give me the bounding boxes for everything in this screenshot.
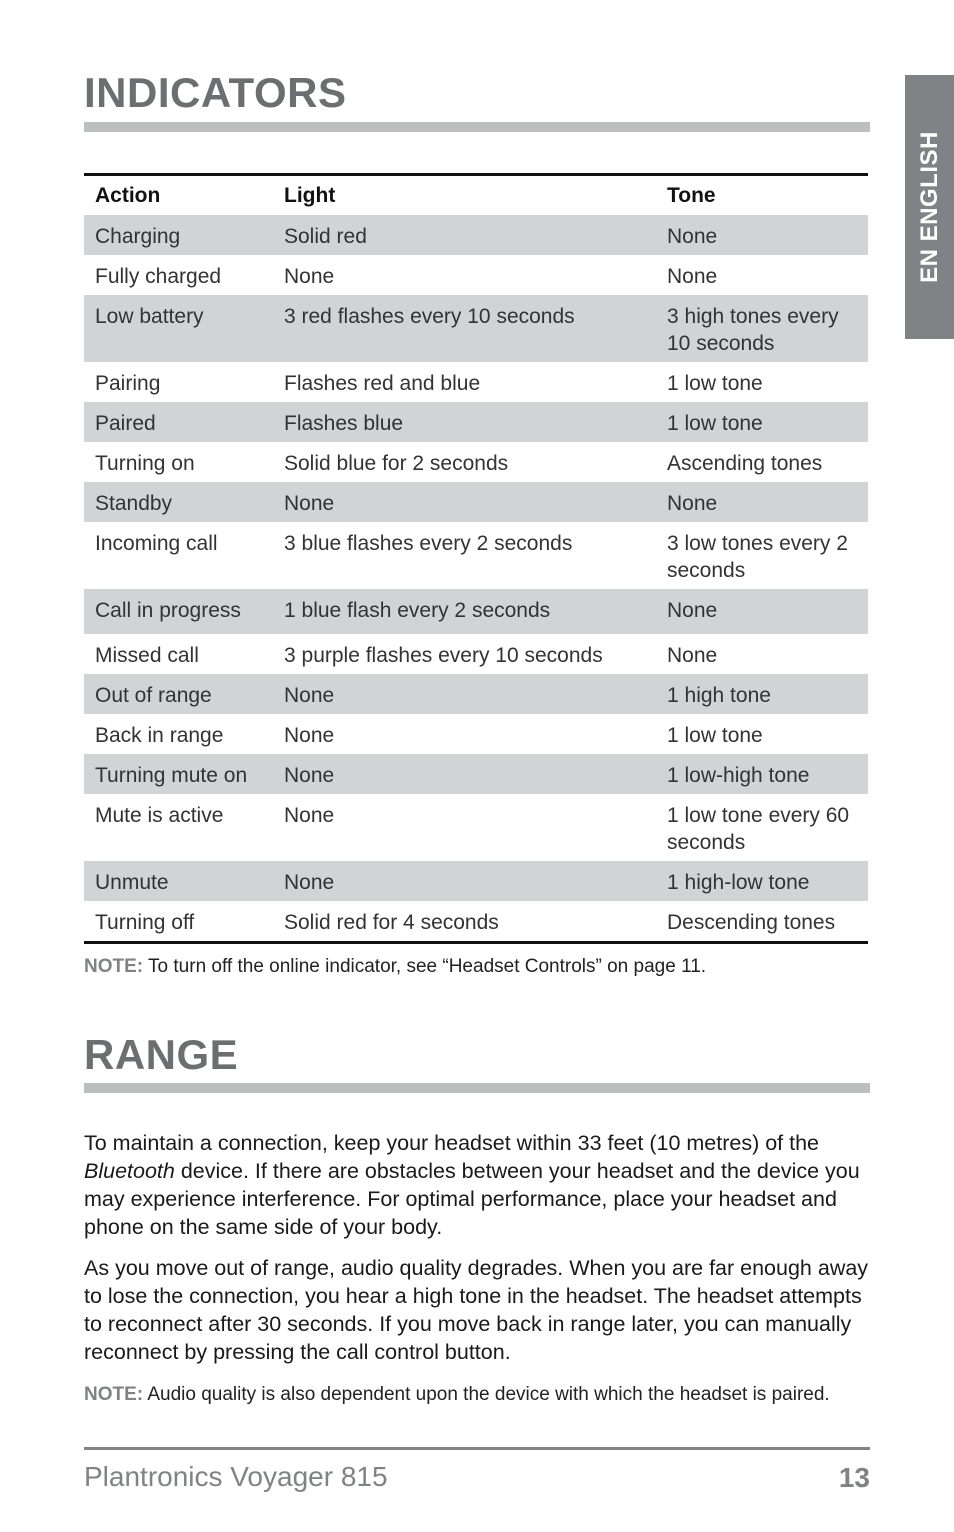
range-paragraph-1 bbox=[84, 1129, 874, 1241]
table-row bbox=[84, 362, 868, 402]
cell-action: Incoming call bbox=[95, 532, 218, 555]
cell-tone: Ascending tones bbox=[667, 452, 823, 475]
cell-tone: None bbox=[656, 215, 868, 255]
cell-tone: 1 low tone every 60 seconds bbox=[667, 804, 850, 854]
cell-light: 3 blue flashes every 2 seconds bbox=[284, 532, 573, 555]
cell-light: Flashes blue bbox=[273, 402, 656, 442]
table-row bbox=[84, 754, 868, 794]
table-header-row bbox=[84, 175, 868, 216]
table-row bbox=[84, 589, 868, 634]
cell-light: Solid red bbox=[273, 215, 656, 255]
cell-tone: 1 high tone bbox=[656, 674, 868, 714]
header-light: Light bbox=[284, 183, 336, 207]
table-row bbox=[84, 714, 868, 754]
cell-action: Standby bbox=[84, 482, 273, 522]
indicators-title-rule bbox=[84, 122, 870, 132]
footer-rule bbox=[84, 1447, 870, 1450]
cell-tone: None bbox=[656, 589, 868, 634]
cell-tone: 1 low tone bbox=[667, 372, 763, 395]
cell-tone: 3 high tones every 10 seconds bbox=[656, 295, 868, 362]
cell-tone: 1 low tone bbox=[667, 724, 763, 747]
cell-tone: None bbox=[667, 644, 718, 667]
cell-action: Pairing bbox=[95, 372, 161, 395]
table-row bbox=[84, 794, 868, 861]
table-row bbox=[84, 442, 868, 482]
cell-light: None bbox=[273, 754, 656, 794]
cell-action: Unmute bbox=[84, 861, 273, 901]
table-row bbox=[84, 402, 868, 442]
cell-light: Flashes red and blue bbox=[284, 372, 481, 395]
range-title: RANGE bbox=[84, 1031, 239, 1078]
range-title-rule bbox=[84, 1083, 870, 1093]
cell-action: Fully charged bbox=[95, 265, 222, 288]
para-text: To maintain a connection, keep your headset within 33 feet (10 metres) of the bbox=[84, 1131, 820, 1155]
cell-tone: 3 low tones every 2 seconds bbox=[667, 532, 848, 582]
cell-action: Charging bbox=[84, 215, 273, 255]
cell-light: 3 purple flashes every 10 seconds bbox=[284, 644, 603, 667]
page-number: 13 bbox=[838, 1462, 870, 1493]
table-row bbox=[84, 861, 868, 901]
table-row bbox=[84, 522, 868, 589]
header-tone: Tone bbox=[667, 183, 716, 207]
cell-action: Turning off bbox=[95, 911, 195, 934]
table-row bbox=[84, 215, 868, 255]
note-text: To turn off the online indicator, see “Headset Controls” on page 11. bbox=[143, 956, 707, 977]
cell-action: Call in progress bbox=[84, 589, 273, 634]
range-paragraph-2: As you move out of range, audio quality degrades. When you are far enough away to lose the connection, you hear a high tone in the headset. The headset attempts to reconnect after 30 seconds. If you move back in range later, you can manually reconnect by pressing the call control button. bbox=[84, 1256, 869, 1364]
cell-light: None bbox=[284, 804, 335, 827]
cell-light: Solid blue for 2 seconds bbox=[284, 452, 509, 475]
table-row bbox=[84, 674, 868, 714]
cell-tone: None bbox=[656, 482, 868, 522]
cell-light: None bbox=[273, 674, 656, 714]
cell-action: Back in range bbox=[95, 724, 224, 747]
range-note bbox=[84, 1381, 870, 1409]
table-row bbox=[84, 482, 868, 522]
cell-tone: None bbox=[667, 265, 718, 288]
cell-tone: 1 high-low tone bbox=[656, 861, 868, 901]
cell-action: Turning mute on bbox=[84, 754, 273, 794]
para-text: device. If there are obstacles between your headset and the device you may experience interference. For optimal performance, place your headset and phone on the same side of your body. bbox=[84, 1159, 860, 1239]
cell-light: None bbox=[284, 724, 335, 747]
cell-action: Paired bbox=[84, 402, 273, 442]
header-action: Action bbox=[95, 183, 161, 207]
cell-tone: 1 low-high tone bbox=[656, 754, 868, 794]
cell-action: Low battery bbox=[84, 295, 273, 362]
language-tab-label: EN ENGLISH bbox=[915, 131, 943, 283]
cell-action: Turning on bbox=[95, 452, 195, 475]
table-row bbox=[84, 295, 868, 362]
cell-light: 1 blue flash every 2 seconds bbox=[273, 589, 656, 634]
cell-light: Solid red for 4 seconds bbox=[284, 911, 499, 934]
indicators-note bbox=[84, 953, 870, 981]
cell-action: Missed call bbox=[95, 644, 199, 667]
note-label: NOTE: bbox=[84, 956, 144, 977]
indicators-title: INDICATORS bbox=[84, 69, 347, 116]
cell-light: None bbox=[284, 265, 335, 288]
footer-product-name: Plantronics Voyager 815 bbox=[84, 1461, 388, 1492]
table-row bbox=[84, 901, 868, 943]
cell-light: 3 red flashes every 10 seconds bbox=[273, 295, 656, 362]
para-italic-text: Bluetooth bbox=[84, 1159, 175, 1183]
language-tab bbox=[905, 75, 954, 339]
note-label: NOTE: bbox=[84, 1384, 144, 1405]
note-text: Audio quality is also dependent upon the device with which the headset is paired. bbox=[143, 1384, 830, 1405]
table-row bbox=[84, 255, 868, 295]
table-row bbox=[84, 634, 868, 674]
indicators-table bbox=[84, 173, 868, 944]
cell-light: None bbox=[273, 482, 656, 522]
cell-light: None bbox=[273, 861, 656, 901]
cell-action: Out of range bbox=[84, 674, 273, 714]
cell-tone: 1 low tone bbox=[656, 402, 868, 442]
cell-tone: Descending tones bbox=[667, 911, 836, 934]
cell-action: Mute is active bbox=[95, 804, 224, 827]
